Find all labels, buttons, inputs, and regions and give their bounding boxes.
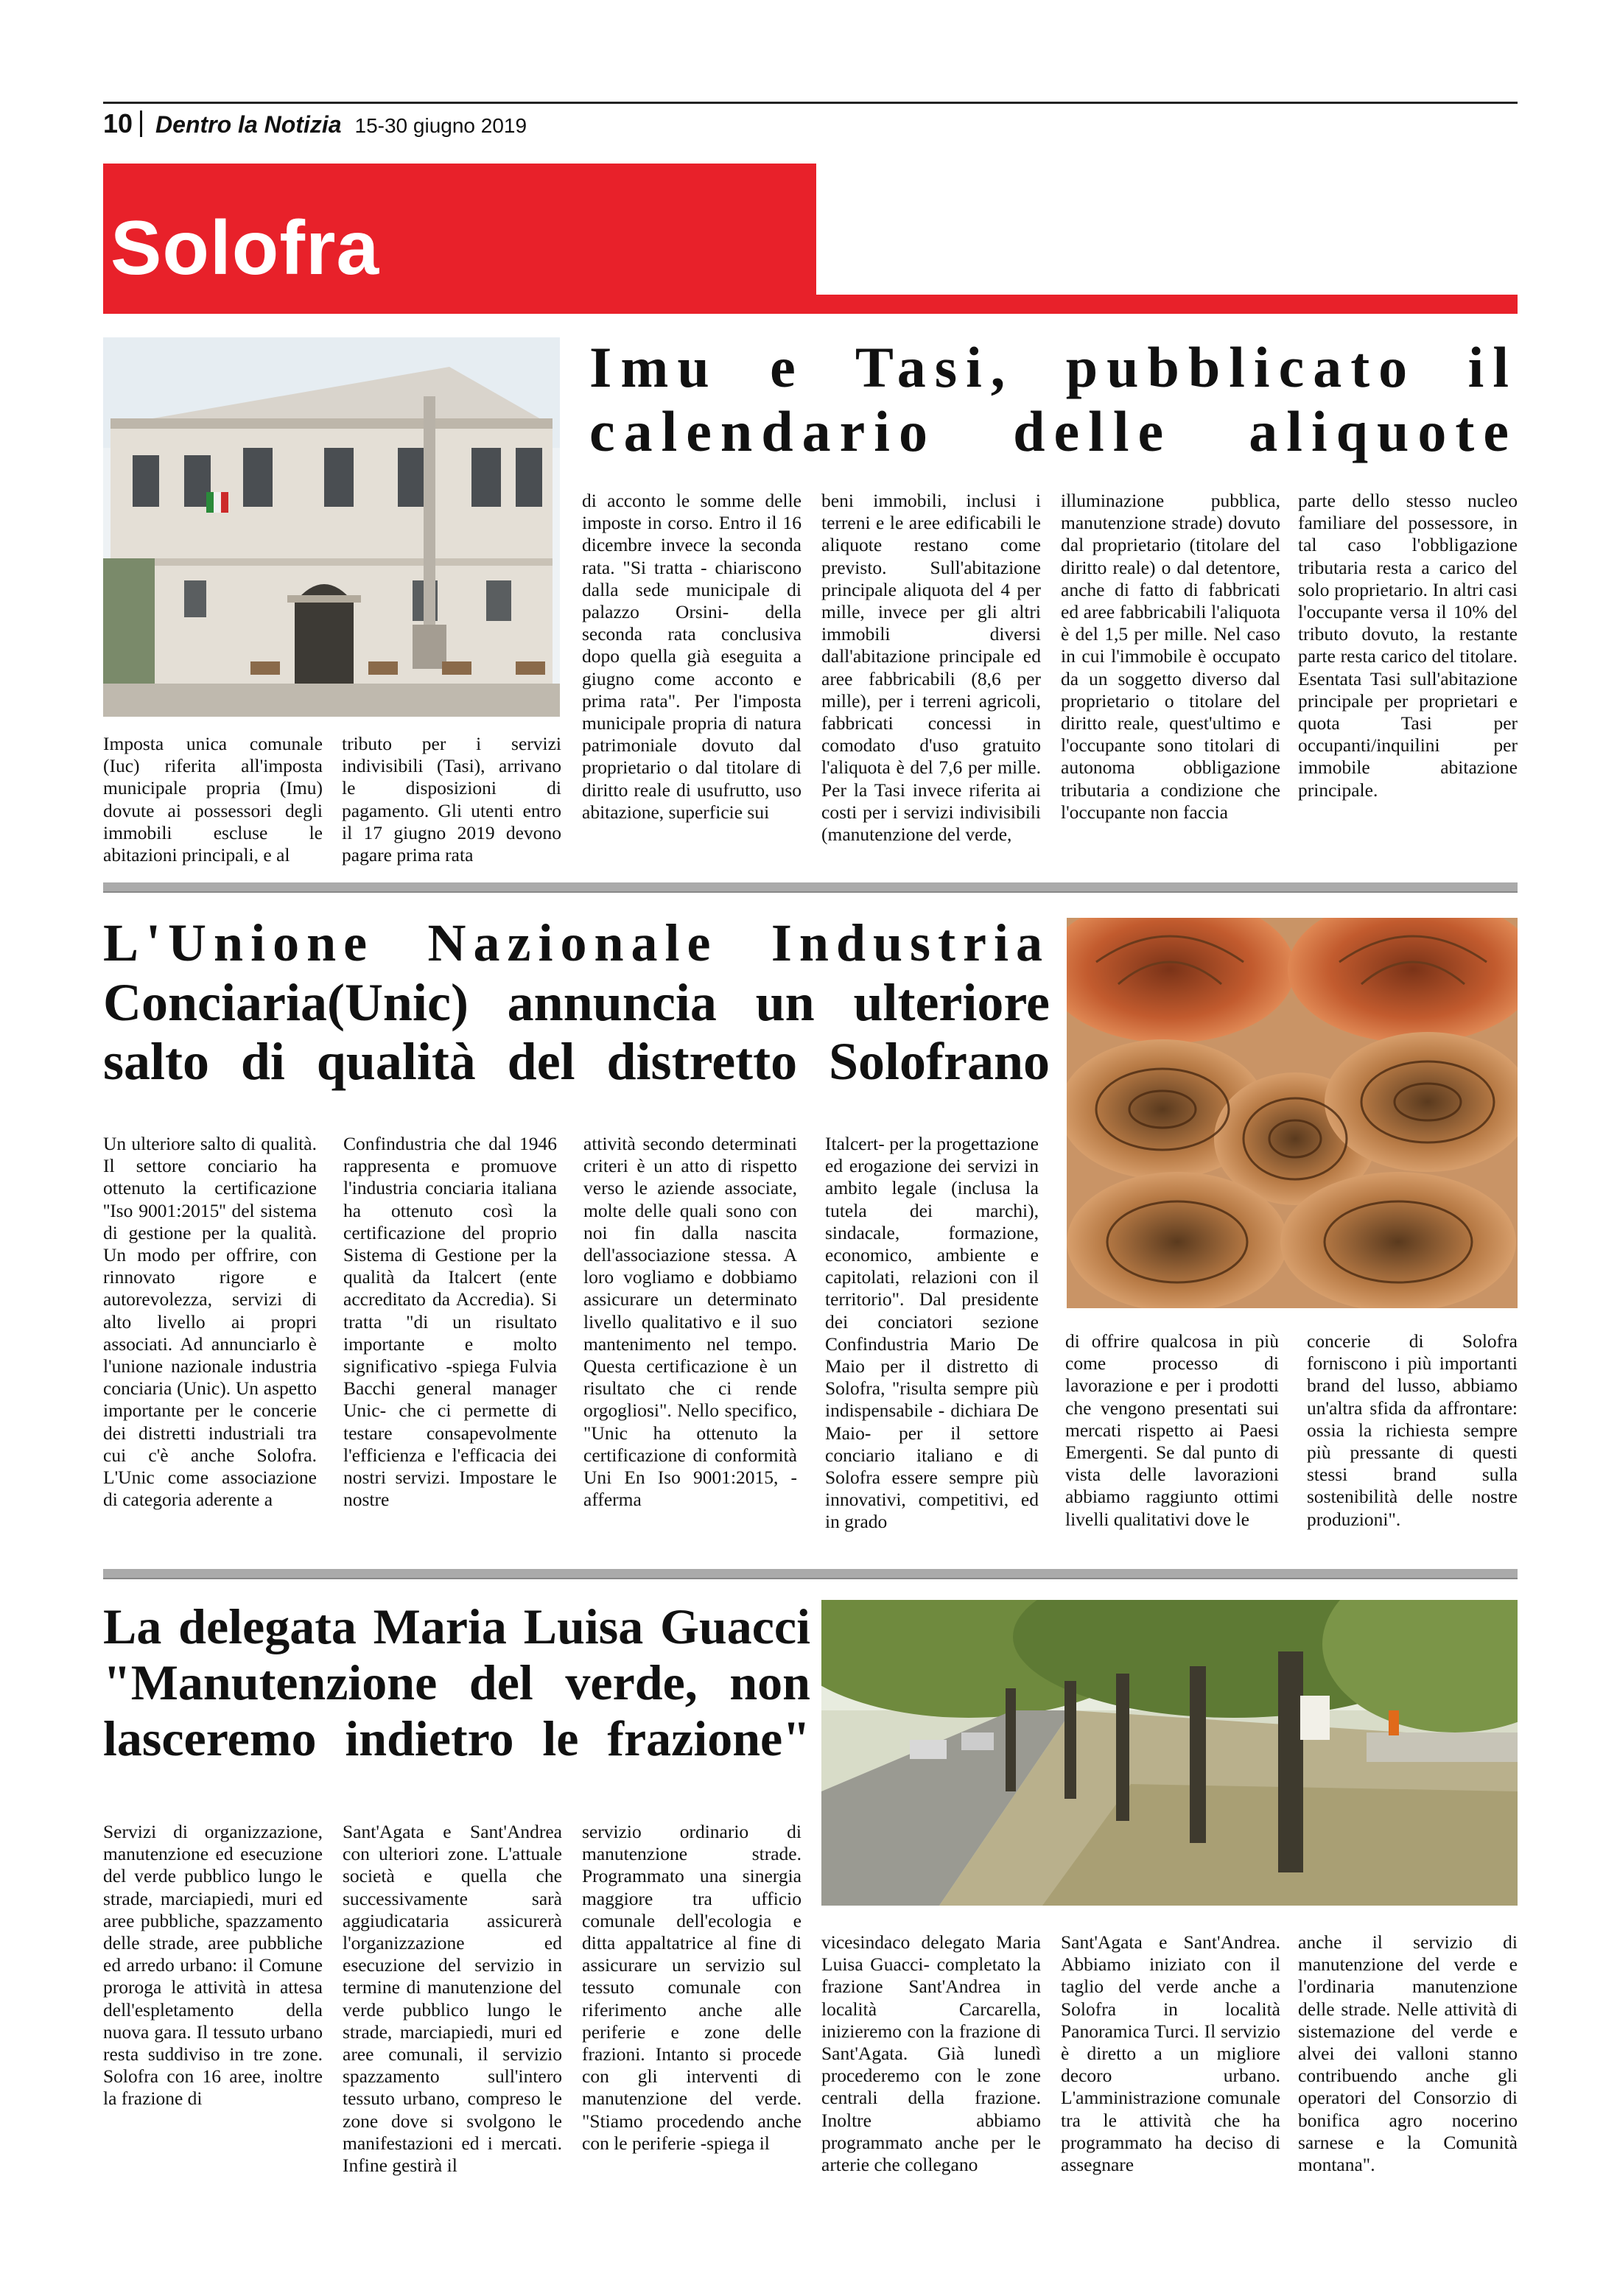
article3-headline-line3: lasceremo indietro le frazione"	[103, 1710, 810, 1767]
article3-headline-line2: "Manutenzione del verde, non	[103, 1654, 810, 1711]
article3-column: anche il servizio di manutenzione del verde e l'ordinaria manutenzione delle strade. Nelle attività di sistemazione del verde e alvei dei valloni stanno contribuendo anche gli operatori del Consorzio di bonifica agro nocerino sarnese e la Comunità montana".	[1298, 1931, 1518, 2176]
street-trees-photo	[821, 1600, 1518, 1906]
leather-rolls-photo	[1067, 918, 1518, 1308]
article3-column: servizio ordinario di manutenzione strade. Programmato una sinergia maggiore tra ufficio comunale dell'ecologia e ditta appaltatrice al fine di assicurare un servizio sul tessuto comunale con riferimento anche alle periferie e zone delle frazioni. Intanto si procede con gli interventi di manutenzione del verde. "Stiamo procedendo anche con le periferie -spiega il	[582, 1821, 802, 2154]
folio	[103, 110, 527, 144]
article3-headline	[103, 1598, 810, 1766]
article2-column: attività secondo determinati criteri è un atto di rispetto verso le aziende associate, molte delle quali sono con noi fin dalla nascita dell'associazione stessa. A loro vogliamo e dobbiamo assicurare un determinato livello qualitativo e il suo mantenimento nel tempo. Questa certificazione è un risultato che ci rende orgogliosi". Nello specifico, "Unic ha ottenuto la certificazione di conformità Uni En Iso 9001:2015, -afferma	[583, 1133, 797, 1511]
article1-column: parte dello stesso nucleo familiare del possessore, in tal caso l'obbligazione tributaria resta a carico del solo proprietario. In altri casi l'occupante versa il 10% del tributo dovuto, la restante parte resta carico del titolare. Esentata Tasi sull'abitazione principale per proprietari e quota Tasi per occupanti/inquilini per immobile abitazione principale.	[1298, 490, 1518, 801]
article3-column: vicesindaco delegato Maria Luisa Guacci- completato la frazione Sant'Andrea in località Carcarella, inizieremo con la frazione di Sant'Agata. Già lunedì procederemo con le zone centrali della frazione. Inoltre abbiamo programmato anche per le arterie che collegano	[821, 1931, 1041, 2176]
article3-column: Sant'Agata e Sant'Andrea con ulteriori zone. L'attuale società e quella che successivamente sarà aggiudicataria assicurerà l'organizzazione ed esecuzione del servizio in termine di manutenzione del verde pubblico lungo le strade, marciapiedi, muri ed aree comunali, il servizio spazzamento sull'intero tessuto urbano, compreso le zone dove si svolgono le manifestazioni ed i mercati. Infine gestirà il	[343, 1821, 562, 2177]
article2-column: Un ulteriore salto di qualità. Il settore conciario ha ottenuto la certificazione ''Iso 9001:2015'' del sistema di gestione per la qualità. Un modo per offrire, con rinnovato rigore e autorevolezza, servizi di alto livello ai propri associati. Ad annunciarlo è l'unione nazionale industria conciaria (Unic). Un aspetto importante per le concerie dei distretti industriali tra cui c'è anche Solofra. L'Unic come associazione di categoria aderente a	[103, 1133, 317, 1511]
article1-column: di acconto le somme delle imposte in corso. Entro il 16 dicembre invece la seconda rata. "Si tratta - chiariscono dalla sede municipale di palazzo Orsini- della seconda rata conclusiva dopo quella già eseguita a giugno come acconto e prima rata". Per l'imposta municipale propria di natura patrimoniale dovuto dal proprietario o dal titolare di diritto reale di usufrutto, uso abitazione, superficie sui	[582, 490, 802, 823]
section-divider	[103, 1569, 1518, 1579]
header-rule	[103, 102, 1518, 104]
article1-headline-line2: calendario delle aliquote	[589, 399, 1518, 464]
article2-headline-line2: Conciaria(Unic) annuncia un ulteriore	[103, 972, 1050, 1032]
article1-column: beni immobili, inclusi i terreni e le aree edificabili le aliquote restano come previsto. Sull'abitazione principale aliquota del 4 per mille, invece per gli altri immobili diversi dall'abitazione principale ed aree fabbricabili (8,6 per mille), per i terreni agricoli, fabbricati concessi in comodato d'uso gratuito l'aliquota è del 7,6 per mille. Per la Tasi invece riferita ai costi per i servizi indivisibili (manutenzione del verde,	[821, 490, 1041, 846]
article1-headline	[589, 335, 1518, 464]
article2-column: concerie di Solofra forniscono i più importanti brand del lusso, abbiamo un'altra sfida da affrontare: ossia la richiesta sempre più pressante di questi stessi brand sulla sostenibilità delle nostre produzioni".	[1307, 1330, 1518, 1530]
article2-headline-line3: salto di qualità del distretto Solofrano	[103, 1032, 1050, 1092]
article2-column: Confindustria che dal 1946 rappresenta e promuove l'industria conciaria italiana ha ottenuto così la certificazione del proprio Sistema di Gestione per la qualità da Italcert (ente accreditato da Accredia). Si tratta "di un risultato importante e molto significativo -spiega Fulvia Bacchi general manager Unic- che ci permette di testare consapevolmente l'efficienza e l'efficacia dei nostri servizi. Impostare le nostre	[343, 1133, 557, 1511]
section-divider	[103, 882, 1518, 893]
masthead: Dentro la Notizia	[155, 111, 342, 138]
page-number: 10	[103, 110, 142, 137]
article1-headline-line1: Imu e Tasi, pubblicato il	[589, 335, 1518, 399]
issue-date: 15-30 giugno 2019	[354, 114, 527, 137]
article3-headline-line1: La delegata Maria Luisa Guacci	[103, 1598, 810, 1654]
article2-column: di offrire qualcosa in più come processo di lavorazione e per i prodotti che vengono presentati sui mercati rispetto ai Paesi Emergenti. Se dal punto di vista delle lavorazioni abbiamo raggiunto ottimi livelli qualitativi dove le	[1065, 1330, 1279, 1530]
palazzo-orsini-photo	[103, 337, 560, 717]
article3-column: Servizi di organizzazione, manutenzione ed esecuzione del verde pubblico lungo le strade, marciapiedi, muri ed aree pubbliche, spazzamento delle strade, aree pubbliche ed arredo urbano: il Comune proroga le attività in attesa dell'espletamento della nuova gara. Il tessuto urbano resta suddiviso in tre zone. Solofra con 16 aree, inoltre la frazione di	[103, 1821, 323, 2110]
article2-column: Italcert- per la progettazione ed erogazione dei servizi in ambito legale (inclusa la tutela dei marchi), sindacale, formazione, economico, ambiente e capitolati, relazioni con il territorio". Dal presidente dei conciatori sezione Confindustria Mario De Maio per il distretto di Solofra, "risulta sempre più indispensabile - dichiara De Maio- per il settore conciario italiano e di Solofra essere sempre più innovativi, competitivi, ed in grado	[825, 1133, 1039, 1533]
section-banner-rule	[816, 295, 1518, 314]
article1-column: tributo per i servizi indivisibili (Tasi), arrivano le disposizioni di pagamento. Gli utenti entro il 17 giugno 2019 devono pagare prima rata	[342, 733, 561, 866]
section-title: Solofra	[111, 206, 380, 291]
article1-column: Imposta unica comunale (Iuc) riferita all'imposta municipale propria (Imu) dovute ai possessori degli immobili escluse le abitazioni principali, e al	[103, 733, 323, 866]
article2-headline-line1: L'Unione Nazionale Industria	[103, 913, 1050, 972]
article2-headline	[103, 913, 1050, 1092]
article1-column: illuminazione pubblica, manutenzione strade) dovuto dal proprietario (titolare del diritto reale) o dal detentore, anche di fatto di fabbricati ed aree fabbricabili l'aliquota è del 1,5 per mille. Nel caso in cui l'immobile è occupato da un soggetto diverso dal proprietario o titolare del diritto reale, quest'ultimo e l'occupante sono titolari di autonoma obbligazione tributaria a condizione che l'occupante non faccia	[1061, 490, 1280, 823]
article3-column: Sant'Agata e Sant'Andrea. Abbiamo iniziato con il taglio del verde anche a Solofra in località Panoramica Turci. Il servizio è diretto a un migliore decoro urbano. L'amministrazione comunale tra le attività che ha programmato ha deciso di assegnare	[1061, 1931, 1280, 2176]
